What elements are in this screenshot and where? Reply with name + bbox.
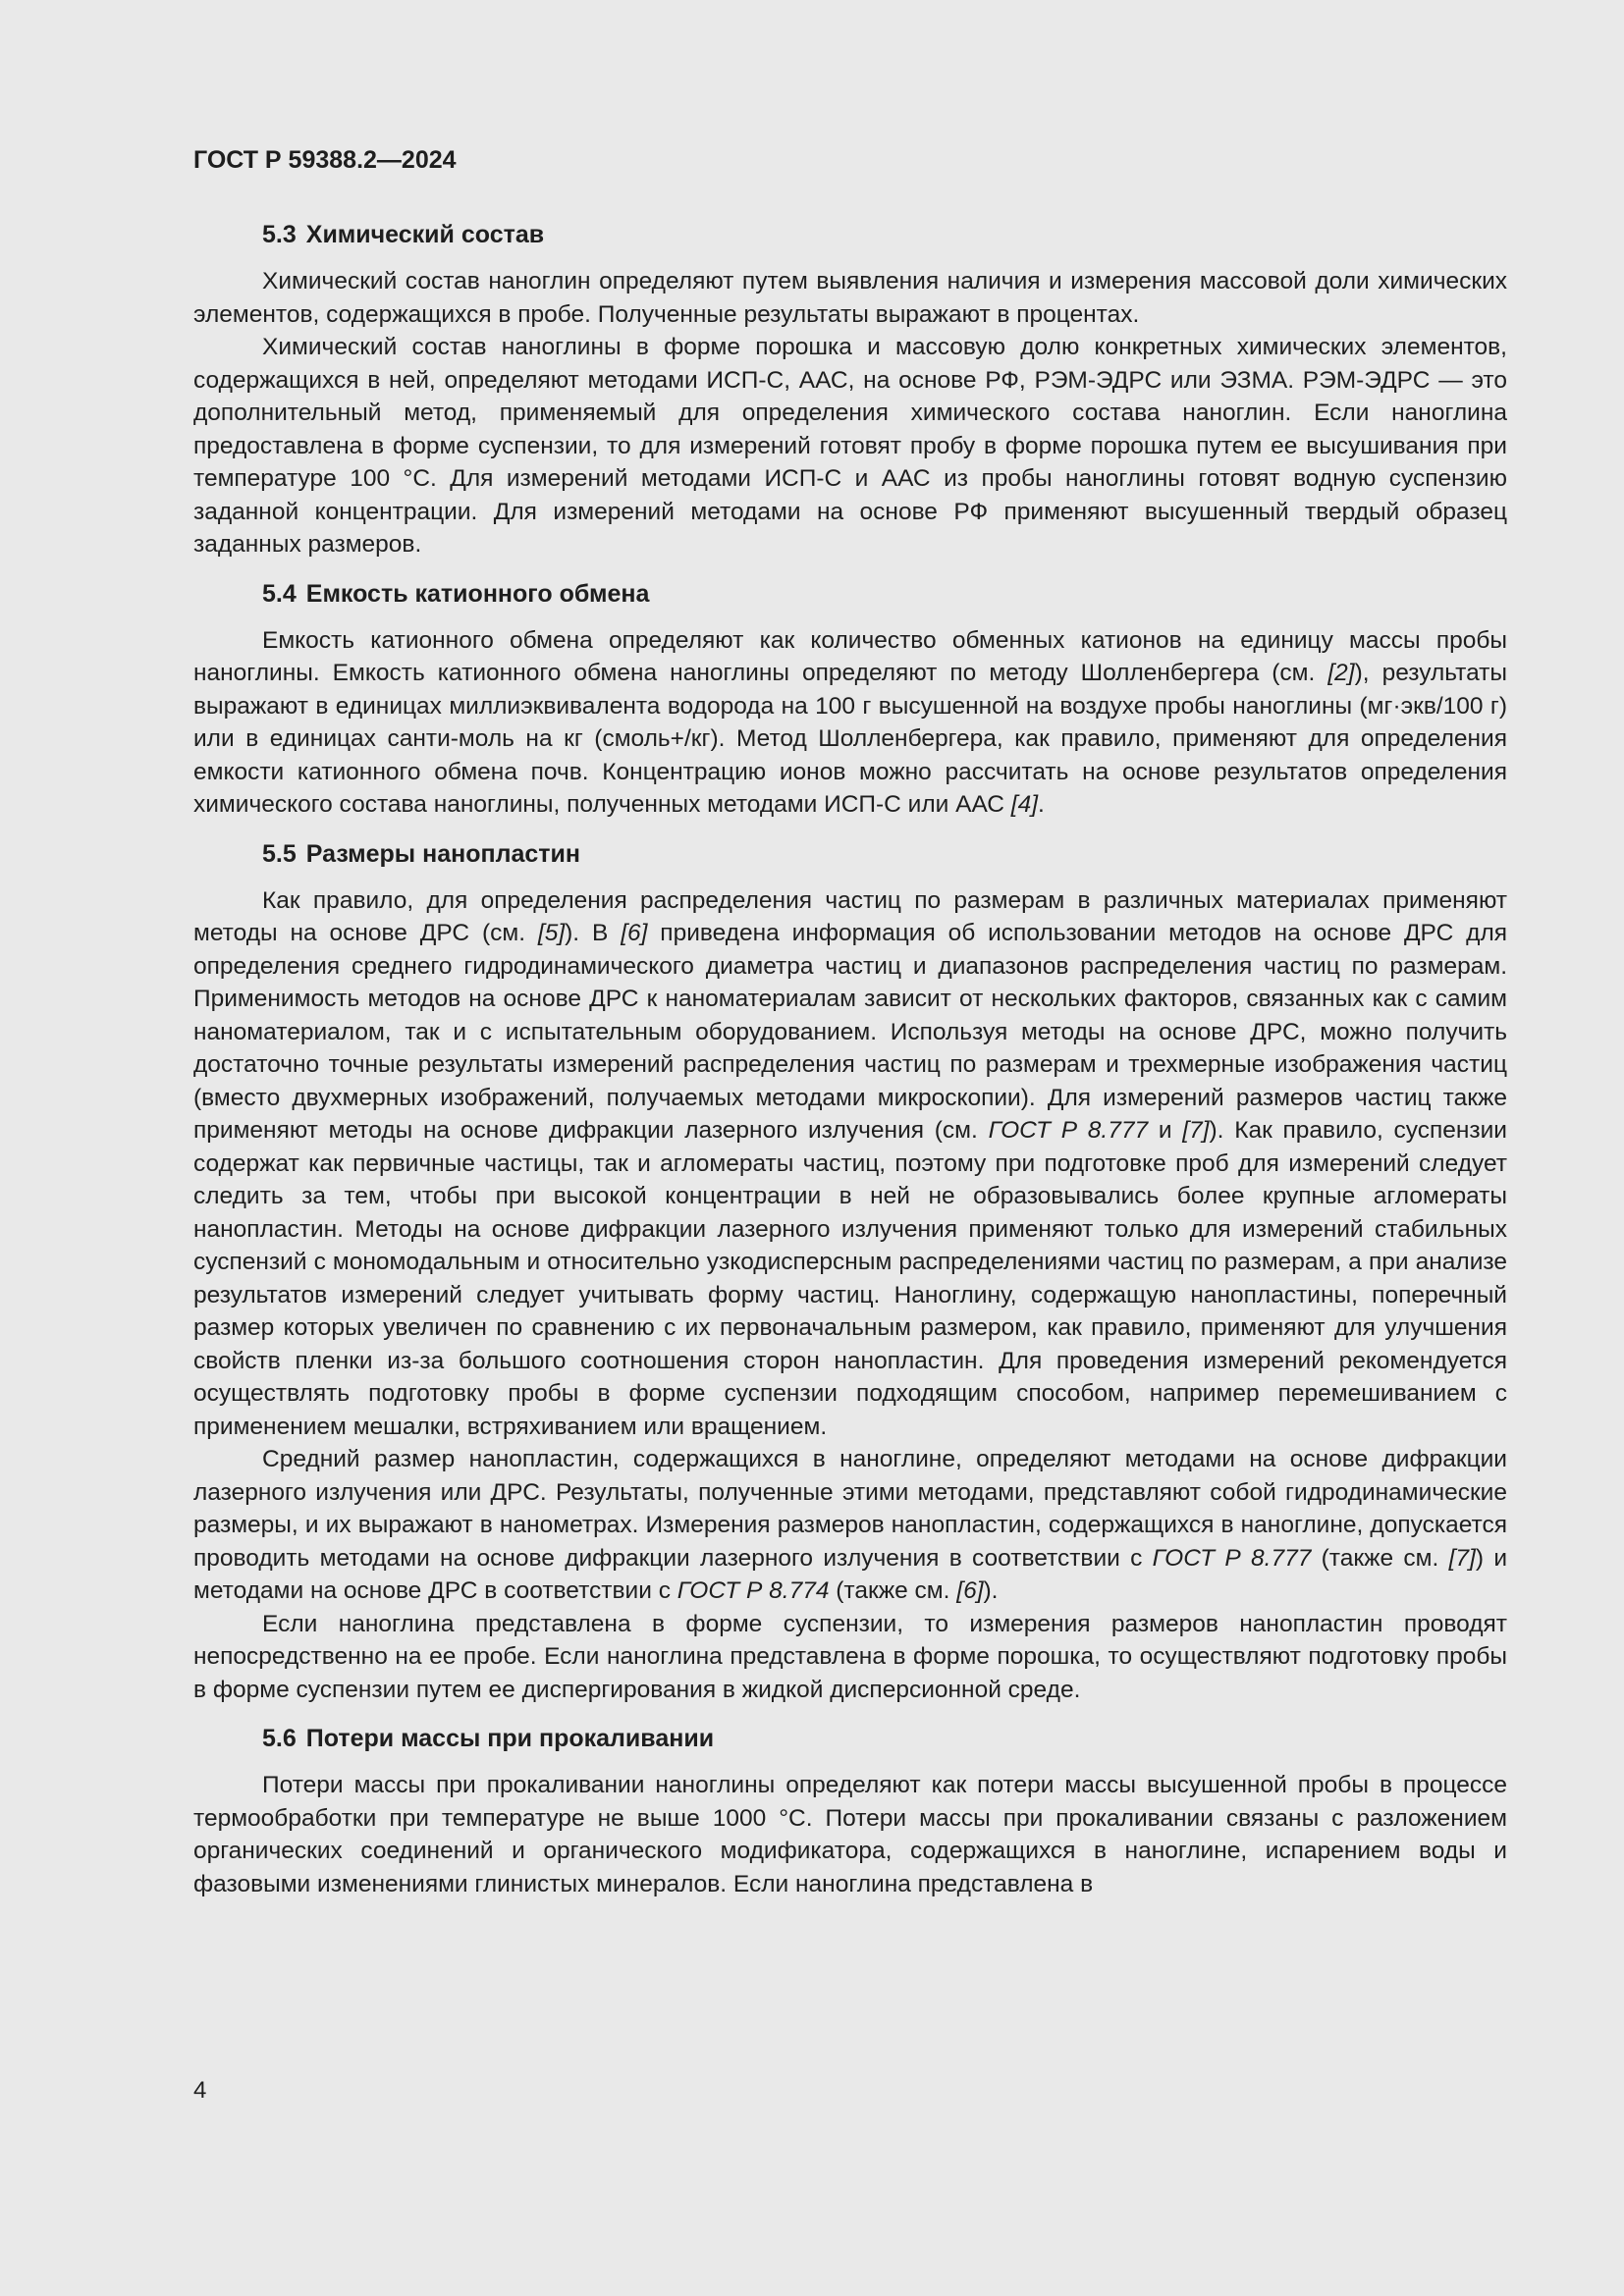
text-run: (также см. <box>829 1577 957 1604</box>
text-run: Химический состав наноглин определяют путем выявления наличия и измерения массовой доли химических элементов, содержащихся в пробе. Полученные результаты выражают в процентах. <box>193 268 1507 328</box>
text-run: и <box>1148 1117 1183 1144</box>
text-run: (также см. <box>1311 1544 1449 1572</box>
text-run: Химический состав наноглины в форме порошка и массовую долю конкретных химических элементов, содержащихся в ней, определяют методами ИСП-С, ААС, на основе РФ, РЭМ-ЭДРС или ЭЗМА. РЭМ-ЭДРС — это дополнительный метод, применяемый для определения химического состава наноглин. Если наноглина предоставлена в форме суспензии, то для измерений готовят пробу в форме порошка путем ее высушивания при температуре 100 °С. Для измерений методами ИСП-С и ААС из пробы наноглины готовят водную суспензию заданной концентрации. Для измерений методами на основе РФ применяют высушенный твердый образец заданных размеров. <box>193 334 1507 558</box>
text-run: ). <box>983 1577 999 1604</box>
text-run: Емкость катионного обмена определяют как количество обменных катионов на единицу массы пробы наноглины. Емкость катионного обмена наноглины определяют по методу Шолленбергера (см. <box>193 626 1507 686</box>
text-run: ) и методами на основе ДРС в соответствии с <box>193 1544 1507 1604</box>
section-number: 5.3 <box>262 221 297 248</box>
section-title <box>193 579 1507 609</box>
paragraph <box>193 624 1507 822</box>
reference-link: [7] <box>1448 1544 1476 1572</box>
paragraph <box>193 265 1507 331</box>
section-number: 5.6 <box>262 1725 297 1752</box>
text-run: . <box>1038 791 1045 818</box>
section <box>193 220 1507 579</box>
section-title <box>193 839 1507 869</box>
reference-link: [7] <box>1182 1117 1210 1144</box>
section-number: 5.4 <box>262 579 297 608</box>
reference-link: ГОСТ Р 8.777 <box>1152 1544 1312 1572</box>
text-run: Средний размер нанопластин, содержащихся в наноглине, определяют методами на основе дифракции лазерного излучения или ДРС. Результаты, полученные этими методами, представляют собой гидродинамические размеры, и их выражают в нанометрах. Измерения размеров нанопластин, содержащихся в наноглине, допускается проводить методами на основе дифракции лазерного излучения в соответствии с <box>193 1446 1507 1572</box>
document-header: ГОСТ Р 59388.2—2024 <box>193 146 457 174</box>
page-number: 4 <box>193 2077 207 2104</box>
reference-link: ГОСТ Р 8.777 <box>988 1117 1149 1144</box>
text-run: приведена информация об использовании методов на основе ДРС для определения среднего гидродинамического диаметра частиц и диапазонов распределения частиц по размерам. Применимость методов на основе ДРС к наноматериалам зависит от нескольких факторов, связанных как с самим наноматериалом, так и с испытательным оборудованием. Используя методы на основе ДРС, можно получить достаточно точные результаты измерений распределения частиц по размерам и трехмерные изображения частиц (вместо двухмерных изображений, получаемых методами микроскопии). Для измерений размеров частиц также применяют методы на основе дифракции лазерного излучения (см. <box>193 920 1508 1144</box>
section-number: 5.5 <box>262 839 297 868</box>
section-gap <box>193 561 1507 579</box>
text-run: Потери массы при прокаливании наноглины определяют как потери массы высушенной пробы в процессе термообработки при температуре не выше 1000 °С. Потери массы при прокаливании связаны с разложением органических соединений и органического модификатора, содержащихся в наноглине, испарением воды и фазовыми изменениями глинистых минералов. Если наноглина представлена в <box>193 1772 1507 1897</box>
reference-link: [6] <box>621 920 648 946</box>
section <box>193 839 1507 1725</box>
section-title-text: Емкость катионного обмена <box>305 579 650 608</box>
text-run: ). Как правило, суспензии содержат как первичные частицы, так и агломераты частиц, поэтому при подготовке проб для измерений следует следить за тем, чтобы при высокой концентрации в ней не образовывались более крупные агломераты нанопластин. Методы на основе дифракции лазерного излучения применяют только для измерений стабильных суспензий с мономодальным и относительно узкодисперсным распределениями частиц по размерам, а при анализе результатов измерений следует учитывать форму частиц. Наноглину, содержащую нанопластины, поперечный размер которых увеличен по сравнению с их первоначальным размером, как правило, применяют для улучшения свойств пленки из-за большого соотношения сторон нанопластин. Для проведения измерений рекомендуется осуществлять подготовку пробы в форме суспензии подходящим способом, например перемешиванием с применением мешалки, встряхиванием или вращением. <box>193 1117 1507 1440</box>
paragraph <box>193 1443 1507 1608</box>
reference-link: [2] <box>1327 660 1355 686</box>
section-title <box>193 1724 1507 1753</box>
section-gap <box>193 1706 1507 1724</box>
text-run: ), результаты выражают в единицах миллиэквивалента водорода на 100 г высушенной на воздухе пробы наноглины (мг·экв/100 г) или в единицах санти-моль на кг (смоль+/кг). Метод Шолленбергера, как правило, применяют для определения емкости катионного обмена почв. Концентрацию ионов можно рассчитать на основе результатов определения химического состава наноглины, полученных методами ИСП-С или ААС <box>193 660 1507 818</box>
section <box>193 1724 1507 1900</box>
section-gap <box>193 822 1507 839</box>
section-title-text: Потери массы при прокаливании <box>305 1725 715 1752</box>
section-title <box>193 220 1507 249</box>
paragraph <box>193 1769 1507 1900</box>
text-run: ). В <box>565 920 622 946</box>
document-page <box>193 145 1507 1900</box>
section-title-text: Размеры нанопластин <box>305 839 580 868</box>
reference-link: [6] <box>956 1577 984 1604</box>
text-run: Если наноглина представлена в форме суспензии, то измерения размеров нанопластин проводят непосредственно на ее пробе. Если наноглина представлена в форме порошка, то осуществляют подготовку пробы в форме суспензии путем ее диспергирования в жидкой дисперсионной среде. <box>193 1610 1507 1703</box>
paragraph <box>193 884 1507 1444</box>
paragraph <box>193 1608 1507 1707</box>
reference-link: ГОСТ Р 8.774 <box>677 1577 830 1604</box>
reference-link: [5] <box>537 920 566 946</box>
reference-link: [4] <box>1010 791 1039 818</box>
section <box>193 579 1507 839</box>
document-body <box>193 220 1507 1900</box>
section-title-text: Химический состав <box>305 221 545 248</box>
text-run: Как правило, для определения распределения частиц по размерам в различных материалах применяют методы на основе ДРС (см. <box>193 886 1507 946</box>
paragraph <box>193 331 1507 561</box>
